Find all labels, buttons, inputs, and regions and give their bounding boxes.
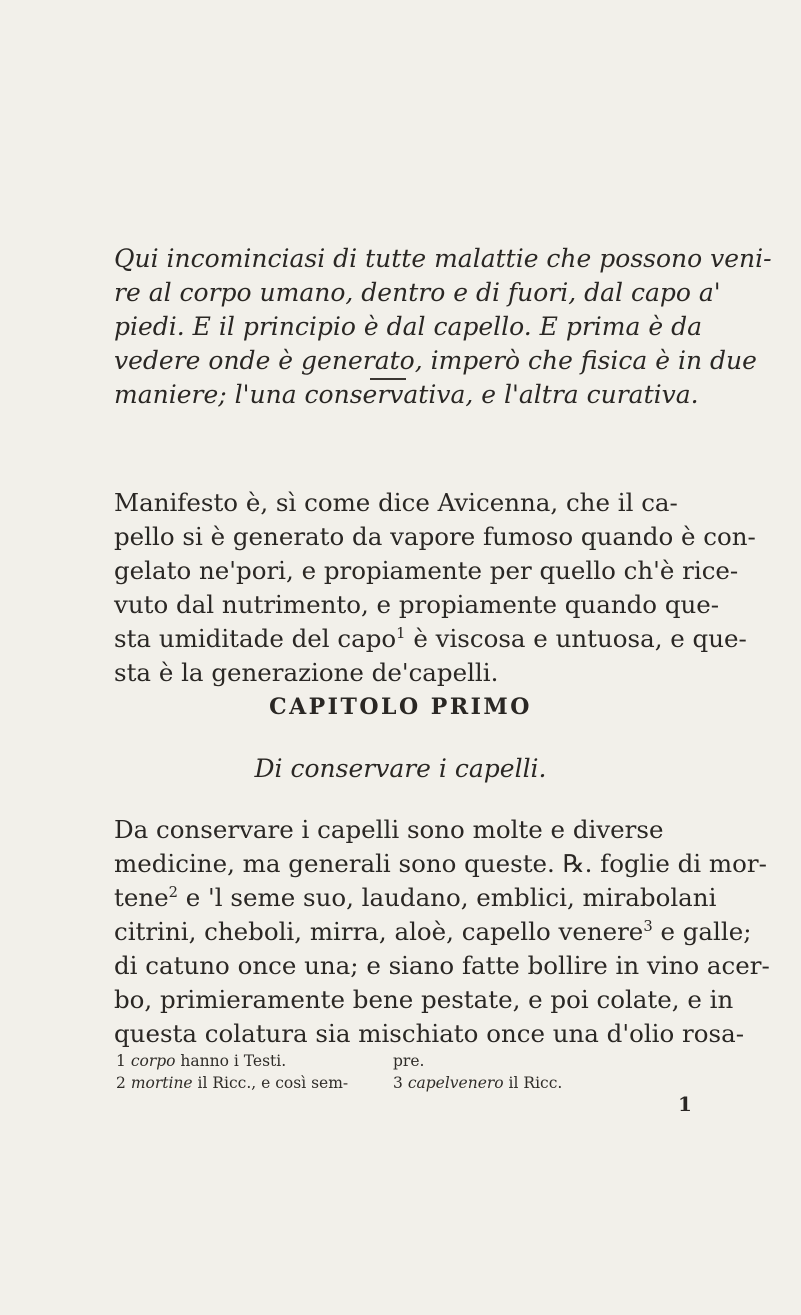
text-line: Da conservare i capelli sono molte e diverse <box>114 815 664 844</box>
footnote-right-column <box>393 1072 562 1094</box>
footnote-text: il Ricc. <box>503 1074 563 1092</box>
text-fragment: citrini, cheboli, mirra, aloè, capello venere <box>114 917 644 946</box>
footnote-term: capelvenero <box>407 1074 504 1092</box>
text-line: medicine, ma generali sono queste. ℞. foglie di mor- <box>114 849 767 878</box>
footnote-term: corpo <box>130 1052 176 1070</box>
chapter-title: Di conservare i capelli. <box>254 754 547 783</box>
text-line <box>114 622 747 656</box>
text-fragment: tene <box>114 883 169 912</box>
text-line: vuto dal nutrimento, e propiamente quando que- <box>114 590 720 619</box>
chapter-heading: CAPITOLO PRIMO <box>269 694 532 720</box>
intro-line: vedere onde è generato, imperò che fisica è in due <box>114 346 757 375</box>
text-line: questa colatura sia mischiato once una d'olio rosa- <box>114 1019 744 1048</box>
paragraph-conservare <box>114 813 770 1051</box>
text-line: di catuno once una; e siano fatte bollire in vino acer- <box>114 951 770 980</box>
footnotes <box>116 1050 696 1094</box>
section-divider <box>370 378 406 380</box>
text-line: pello si è generato da vapore fumoso quando è con- <box>114 522 756 551</box>
footnote-number: 3 <box>393 1074 403 1092</box>
footnote-term: mortine <box>130 1074 193 1092</box>
footnote-text: il Ricc., e così sem- <box>192 1074 349 1092</box>
text-line: gelato ne'pori, e propiamente per quello ch'è rice- <box>114 556 739 585</box>
footnote-number: 2 <box>116 1074 126 1092</box>
footnote-ref: 2 <box>168 884 178 902</box>
footnote-number: 1 <box>116 1052 126 1070</box>
footnote-row <box>116 1072 696 1094</box>
page-number: 1 <box>678 1092 692 1116</box>
text-fragment: sta umiditade del capo <box>114 624 397 653</box>
intro-line: Qui incominciasi di tutte malattie che possono veni- <box>114 244 772 273</box>
text-line: Manifesto è, sì come dice Avicenna, che il ca- <box>114 488 678 517</box>
intro-line: re al corpo umano, dentro e di fuori, dal capo a' <box>114 278 721 307</box>
footnote-text: hanno i Testi. <box>175 1052 287 1070</box>
text-line: bo, primieramente bene pestate, e poi colate, e in <box>114 985 734 1014</box>
intro-line: maniere; l'una conservativa, e l'altra curativa. <box>114 380 699 409</box>
footnote-continuation: pre. <box>393 1052 425 1070</box>
footnote-row <box>116 1050 696 1072</box>
text-line: sta è la generazione de'capelli. <box>114 658 499 687</box>
text-line <box>114 881 717 915</box>
text-fragment: e 'l seme suo, laudano, emblici, mirabolani <box>177 883 717 912</box>
text-line <box>114 915 752 949</box>
intro-line: piedi. E il principio è dal capello. E prima è da <box>114 312 703 341</box>
footnote-ref: 1 <box>396 625 406 643</box>
text-fragment: e galle; <box>652 917 752 946</box>
footnote-ref: 3 <box>643 918 653 936</box>
text-fragment: è viscosa e untuosa, e que- <box>405 624 747 653</box>
intro-rubric <box>114 242 772 412</box>
paragraph-manifesto <box>114 486 756 690</box>
